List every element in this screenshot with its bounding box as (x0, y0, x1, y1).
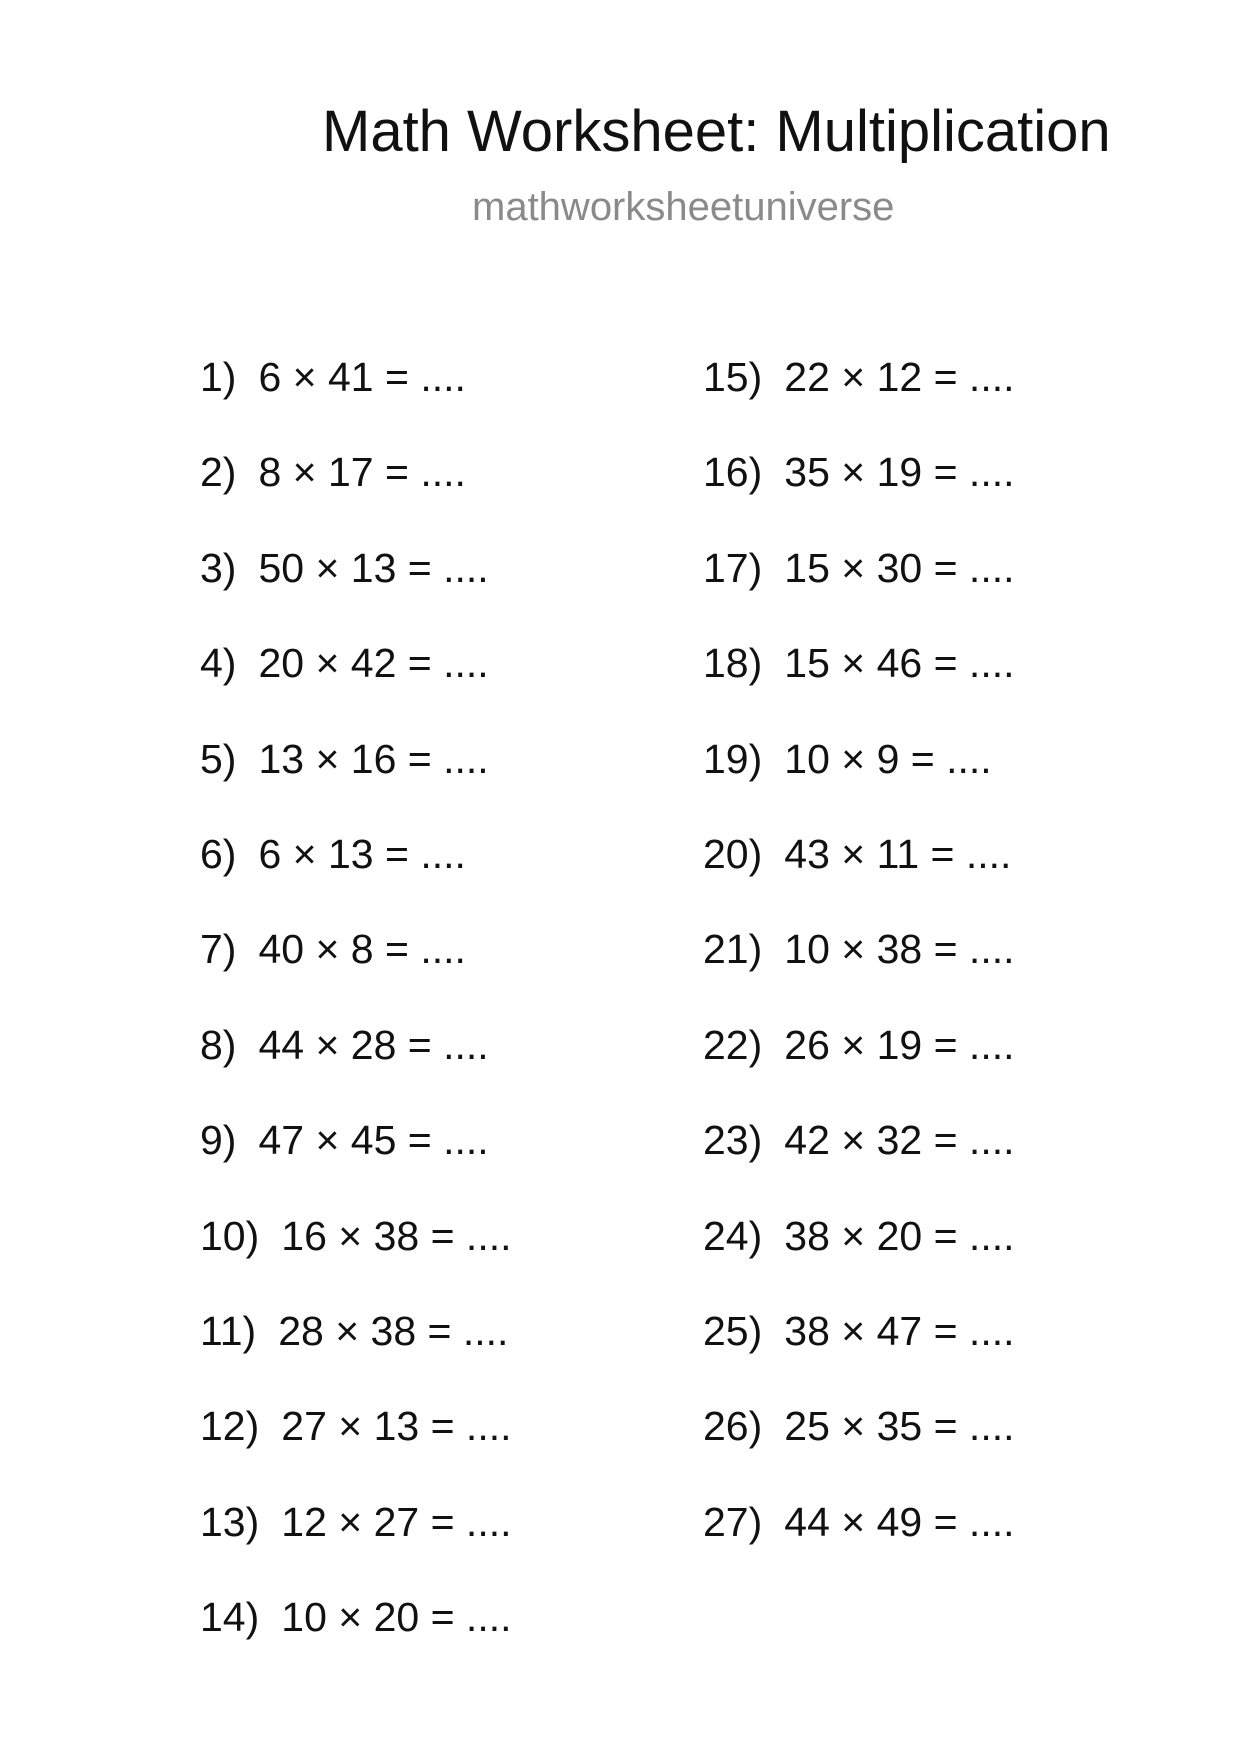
worksheet-title: Math Worksheet: Multiplication (322, 99, 1111, 164)
problem-number: 18) (703, 640, 763, 687)
problem-number: 24) (703, 1212, 763, 1259)
problem-expression: 27 × 13 = .... (281, 1403, 512, 1450)
problem-expression: 28 × 38 = .... (278, 1307, 509, 1354)
problem-item (703, 734, 1015, 829)
problem-number: 7) (200, 926, 237, 973)
problem-item (200, 638, 512, 733)
problem-item (703, 638, 1015, 733)
problem-number: 20) (703, 830, 763, 877)
problem-item (703, 352, 1015, 447)
problem-item (200, 924, 512, 1019)
problem-number: 26) (703, 1403, 763, 1450)
problem-number: 22) (703, 1021, 763, 1068)
problem-number: 15) (703, 354, 763, 400)
problem-column-right (703, 352, 1015, 1592)
problem-expression: 12 × 27 = .... (281, 1498, 512, 1545)
problem-item (200, 1020, 512, 1115)
problem-item (703, 924, 1015, 1019)
problem-number: 14) (200, 1594, 260, 1641)
problem-number: 8) (200, 1021, 237, 1068)
problem-expression: 26 × 19 = .... (784, 1021, 1015, 1068)
problem-item (703, 1497, 1015, 1592)
problem-number: 9) (200, 1117, 237, 1164)
problem-expression: 42 × 32 = .... (784, 1117, 1015, 1164)
problem-expression: 6 × 41 = .... (258, 354, 466, 400)
problem-item (200, 829, 512, 924)
problem-column-left (200, 352, 512, 1687)
problem-item (703, 1115, 1015, 1210)
problem-number: 21) (703, 926, 763, 973)
problem-number: 11) (200, 1307, 257, 1354)
problem-item (200, 1306, 512, 1401)
problem-expression: 6 × 13 = .... (258, 830, 466, 877)
problem-number: 16) (703, 449, 763, 496)
problem-number: 2) (200, 449, 237, 496)
problem-expression: 38 × 20 = .... (784, 1212, 1015, 1259)
problem-number: 4) (200, 640, 237, 687)
problem-item (200, 1401, 512, 1496)
problem-expression: 44 × 49 = .... (784, 1498, 1015, 1545)
problem-expression: 8 × 17 = .... (258, 449, 466, 496)
problem-item (200, 447, 512, 542)
problem-expression: 47 × 45 = .... (258, 1117, 489, 1164)
problem-item (703, 1306, 1015, 1401)
problem-expression: 25 × 35 = .... (784, 1403, 1015, 1450)
problem-expression: 38 × 47 = .... (784, 1307, 1015, 1354)
problem-item (200, 1497, 512, 1592)
problem-item (703, 543, 1015, 638)
problem-item (200, 1592, 512, 1687)
problem-expression: 10 × 20 = .... (281, 1594, 512, 1641)
problem-expression: 10 × 38 = .... (784, 926, 1015, 973)
problem-number: 19) (703, 735, 763, 782)
problem-number: 23) (703, 1117, 763, 1164)
problem-item (703, 829, 1015, 924)
problem-item (200, 352, 512, 447)
problem-item (200, 1115, 512, 1210)
problem-expression: 15 × 46 = .... (784, 640, 1015, 687)
problem-number: 12) (200, 1403, 260, 1450)
problem-expression: 22 × 12 = .... (784, 354, 1015, 400)
problem-expression: 40 × 8 = .... (258, 926, 466, 973)
problem-expression: 16 × 38 = .... (281, 1212, 512, 1259)
problem-expression: 44 × 28 = .... (258, 1021, 489, 1068)
problem-number: 5) (200, 735, 237, 782)
problem-item (703, 447, 1015, 542)
problem-expression: 35 × 19 = .... (784, 449, 1015, 496)
problem-number: 17) (703, 544, 763, 591)
problem-item (703, 1401, 1015, 1496)
problem-number: 25) (703, 1307, 763, 1354)
problem-number: 6) (200, 830, 237, 877)
problem-expression: 13 × 16 = .... (258, 735, 489, 782)
problem-item (200, 543, 512, 638)
problem-expression: 20 × 42 = .... (258, 640, 489, 687)
worksheet-subtitle: mathworksheetuniverse (472, 185, 895, 229)
problem-number: 13) (200, 1498, 260, 1545)
problem-item (703, 1020, 1015, 1115)
problem-expression: 15 × 30 = .... (784, 544, 1015, 591)
problem-expression: 50 × 13 = .... (258, 544, 489, 591)
problem-expression: 43 × 11 = .... (784, 830, 1012, 877)
problem-item (703, 1211, 1015, 1306)
problem-item (200, 734, 512, 829)
problem-number: 10) (200, 1212, 260, 1259)
problem-number: 27) (703, 1498, 763, 1545)
problem-number: 1) (200, 354, 237, 400)
problem-number: 3) (200, 544, 237, 591)
problem-expression: 10 × 9 = .... (784, 735, 992, 782)
problem-item (200, 1211, 512, 1306)
